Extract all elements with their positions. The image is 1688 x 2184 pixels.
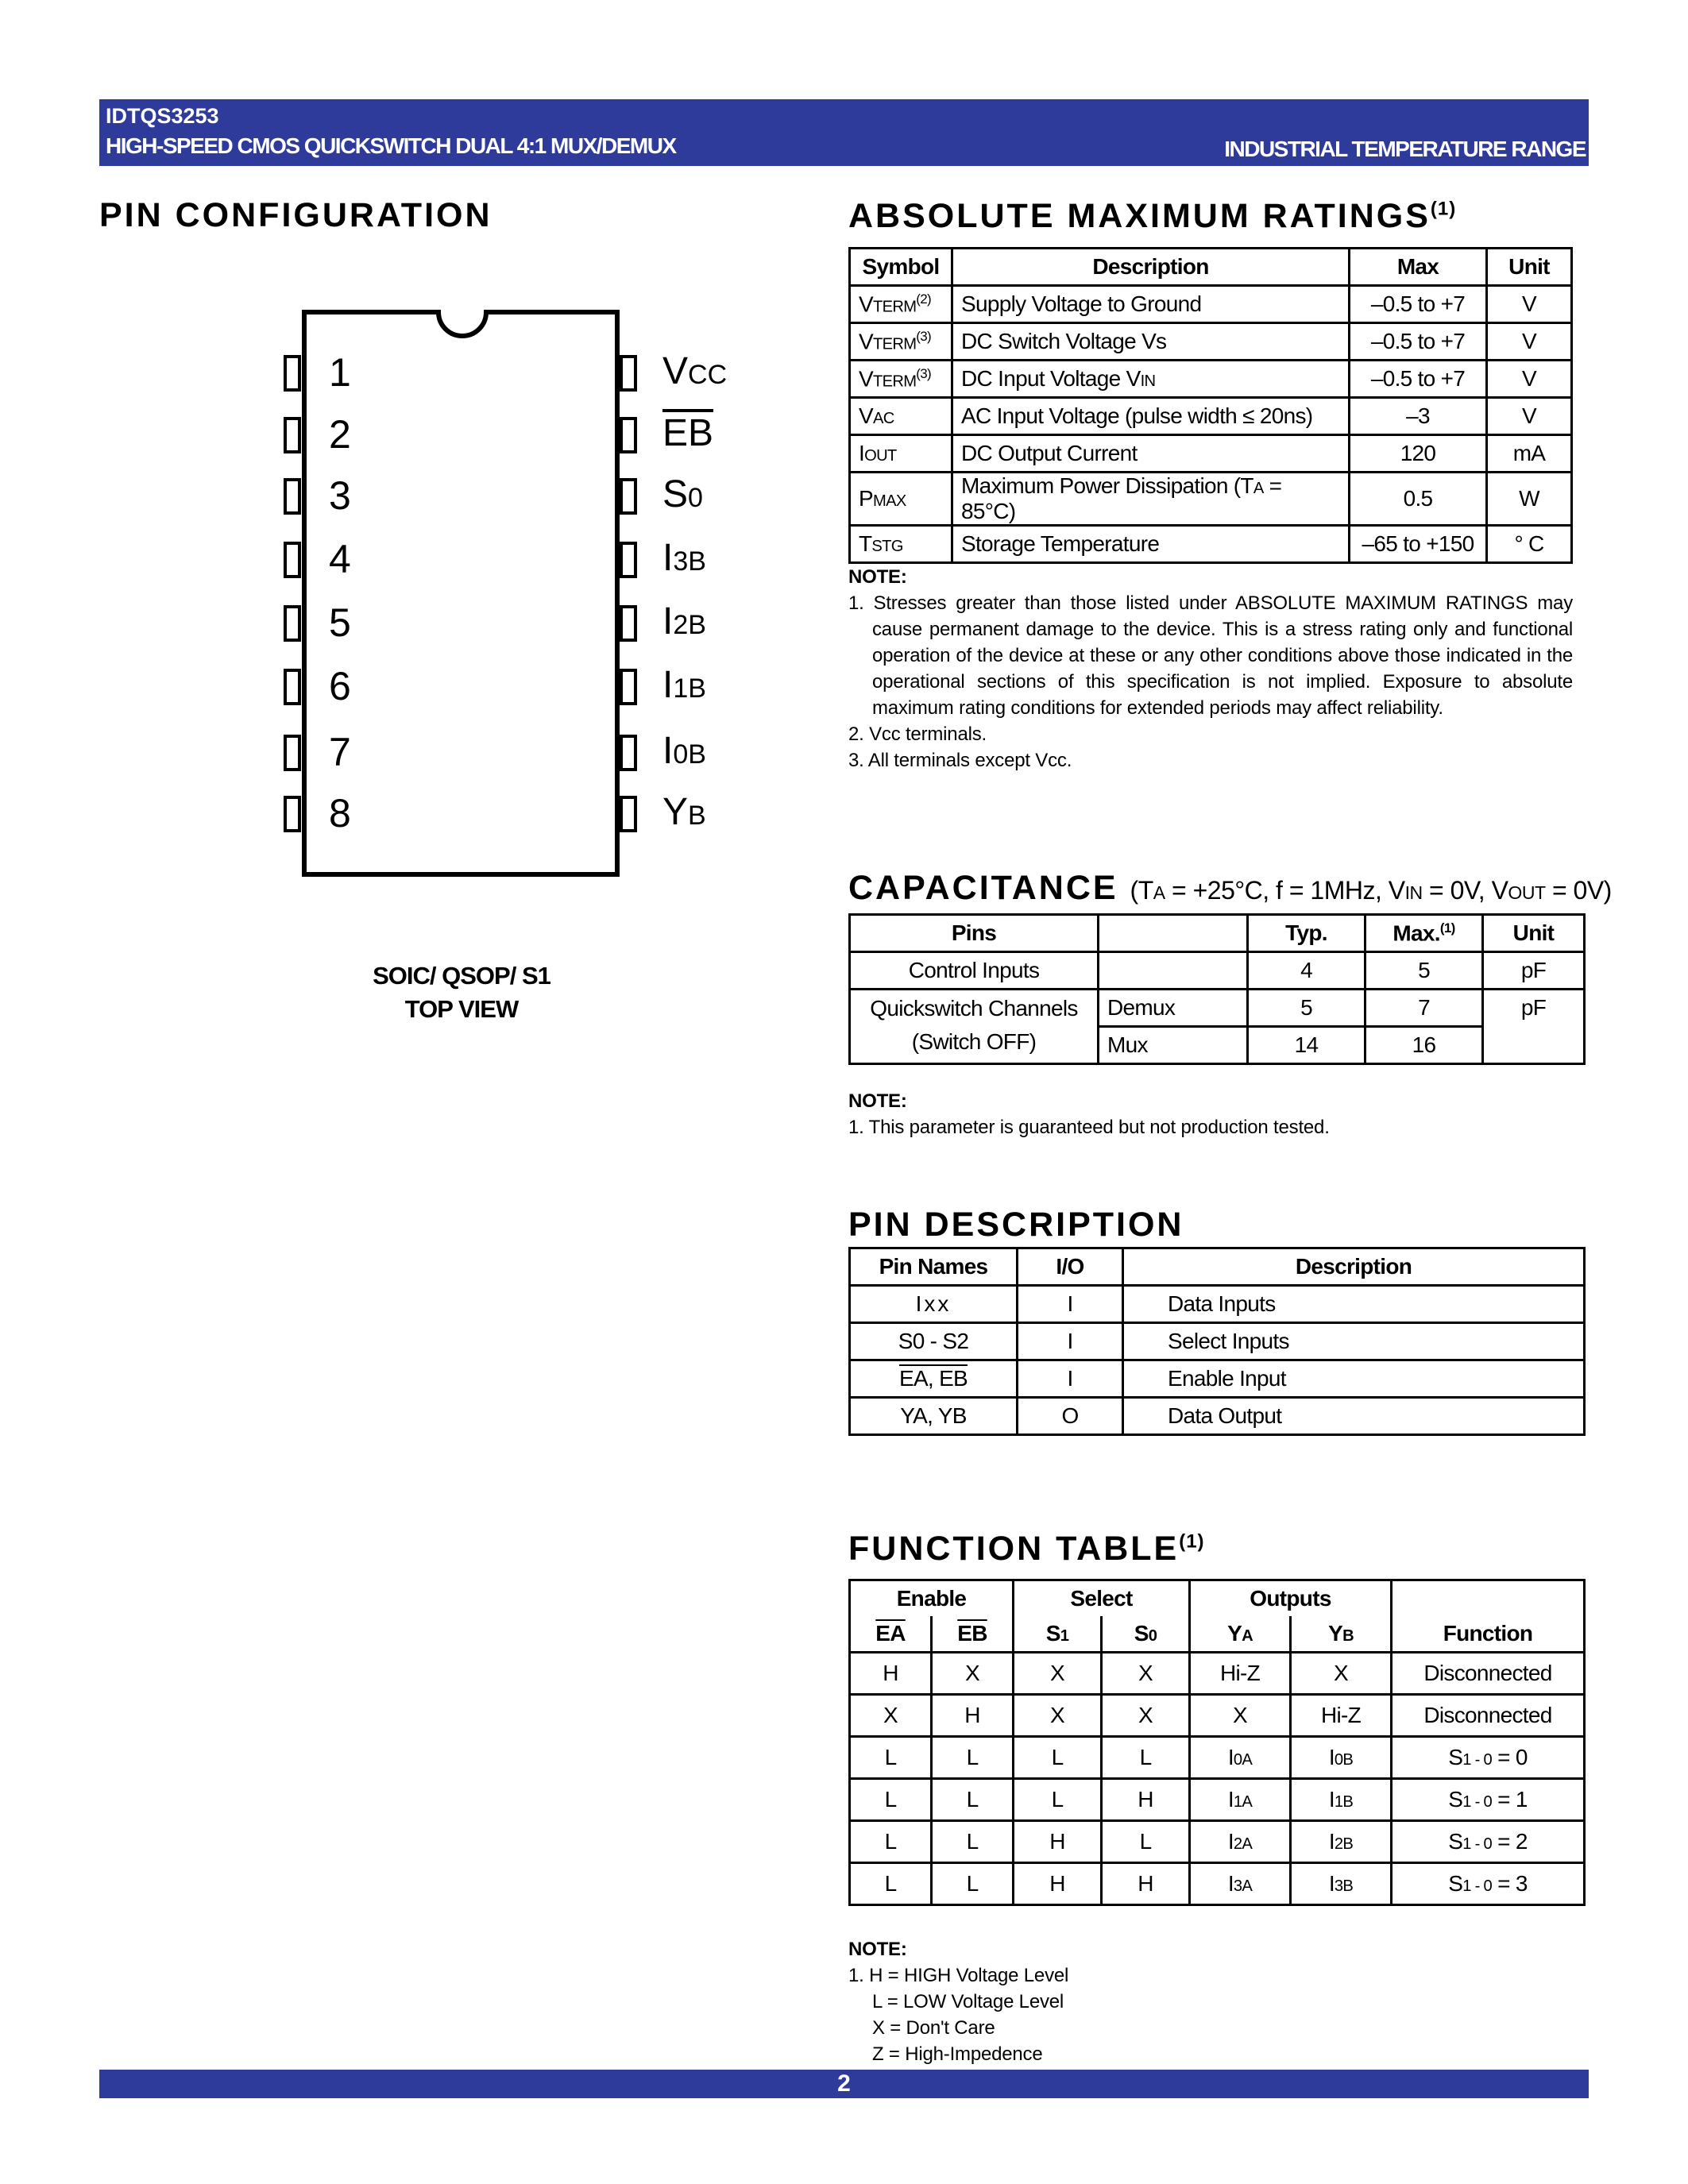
cell-pin-name: S0 - S2 [850, 1323, 1018, 1360]
pin-desc-row [850, 1398, 1585, 1435]
cell-symbol: IOUT [850, 435, 952, 473]
col-unit: Unit [1487, 249, 1572, 286]
col-s1: S1 [1014, 1616, 1102, 1653]
cell-unit: mA [1487, 435, 1572, 473]
function-note-1: 1. H = HIGH Voltage Level [848, 1965, 1069, 1986]
cell-s1: X [1014, 1653, 1102, 1695]
cell-unit: V [1487, 323, 1572, 361]
abs-max-row [850, 361, 1572, 398]
pin-desc-row [850, 1323, 1585, 1360]
pin-label: S0 [662, 473, 703, 515]
capacitance-title [848, 869, 1612, 908]
cell-unit: V [1487, 398, 1572, 435]
pin-label: $\overline{EB}$ [662, 412, 714, 454]
pin-stub [620, 605, 637, 642]
abs-max-row [850, 323, 1572, 361]
cell-description: Maximum Power Dissipation (TA = 85°C) [952, 473, 1350, 526]
cell-description: DC Output Current [952, 435, 1350, 473]
abs-max-row [850, 435, 1572, 473]
pin-stub [284, 542, 301, 578]
col-max: Max [1350, 249, 1487, 286]
pin-stub [620, 669, 637, 705]
capacitance-table [848, 913, 1586, 1065]
abs-max-notes [848, 564, 1573, 774]
function-table-notes [848, 1936, 1325, 2067]
switch-off-label: (Switch OFF) [911, 1029, 1037, 1054]
col-eb: $\overline{EB}$ [932, 1616, 1014, 1653]
pin-stub [620, 735, 637, 771]
col-yb: YB [1291, 1616, 1392, 1653]
cell-pins-quickswitch [850, 990, 1099, 1064]
col-symbol: Symbol [850, 249, 952, 286]
cell-description: DC Switch Voltage Vs [952, 323, 1350, 361]
pin-stub [620, 478, 637, 515]
pin-label: VCC [662, 350, 728, 392]
note-title: NOTE: [848, 566, 907, 588]
pin-stub [284, 478, 301, 515]
pin-stub [284, 796, 301, 832]
cell-s0: H [1102, 1863, 1190, 1905]
header-band [99, 99, 1589, 166]
cell-pin-name: YA, YB [850, 1398, 1018, 1435]
pin-stub [284, 355, 301, 392]
pin-number: 1 [329, 350, 351, 395]
cell-eb: H [932, 1695, 1014, 1737]
cell-max-demux: 7 [1365, 990, 1483, 1027]
cell-unit: ° C [1487, 526, 1572, 563]
note-title: NOTE: [848, 1939, 907, 1960]
cell-symbol: VTERM$^{(3)}$ [850, 323, 952, 361]
cell-max-mux: 16 [1365, 1027, 1483, 1064]
col-ya: YA [1190, 1616, 1291, 1653]
cell-s0: X [1102, 1653, 1190, 1695]
abs-max-row [850, 286, 1572, 323]
page-number: 2 [837, 2070, 851, 2097]
function-note-4: Z = High-Impedence [872, 2043, 1043, 2065]
function-row [850, 1653, 1585, 1695]
cell-description: DC Input Voltage VIN [952, 361, 1350, 398]
pin-stub [284, 735, 301, 771]
abs-max-title [848, 197, 1456, 236]
pin-number: 7 [329, 730, 351, 774]
cell-ea: L [850, 1779, 932, 1821]
pin-desc-row [850, 1360, 1585, 1398]
cell-desc: Select Inputs [1123, 1323, 1585, 1360]
pin-number: 2 [329, 412, 351, 457]
cell-io: I [1018, 1286, 1123, 1323]
cell-ya: X [1190, 1695, 1291, 1737]
cell-ya: I2A [1190, 1821, 1291, 1863]
cell-ya: I0A [1190, 1737, 1291, 1779]
cell-yb: Hi-Z [1291, 1695, 1392, 1737]
cell-yb: I2B [1291, 1821, 1392, 1863]
capacitance-row-control [850, 952, 1585, 990]
pin-stub [284, 417, 301, 453]
function-note-3: X = Don't Care [872, 2017, 995, 2039]
part-number: IDTQS3253 [106, 104, 219, 128]
cell-s1: X [1014, 1695, 1102, 1737]
pin-label: YB [662, 791, 706, 833]
cell-s0: H [1102, 1779, 1190, 1821]
col-ea: $\overline{EA}$ [850, 1616, 932, 1653]
cell-eb: X [932, 1653, 1014, 1695]
pin-stub [284, 669, 301, 705]
cell-unit-quickswitch: pF [1483, 990, 1585, 1064]
abs-max-title-ref: (1) [1430, 198, 1457, 220]
col-pins: Pins [850, 915, 1099, 952]
group-enable: Enable [850, 1580, 1014, 1617]
cell-max: –0.5 to +7 [1350, 323, 1487, 361]
abs-max-row [850, 526, 1572, 563]
col-max: Max.$^{(1)}$ [1365, 915, 1483, 952]
pin-desc-table [848, 1247, 1586, 1436]
function-table [848, 1579, 1586, 1906]
function-row [850, 1821, 1585, 1863]
cell-max: 0.5 [1350, 473, 1487, 526]
function-row [850, 1779, 1585, 1821]
cell-desc: Enable Input [1123, 1360, 1585, 1398]
package-caption [302, 959, 621, 1026]
capacitance-note-1: 1. This parameter is guaranteed but not production tested. [848, 1117, 1330, 1138]
abs-max-title-text: ABSOLUTE MAXIMUM RATINGS [848, 197, 1431, 235]
footer-band [99, 2070, 1589, 2098]
abs-max-table [848, 247, 1573, 564]
cell-s1: H [1014, 1863, 1102, 1905]
col-unit: Unit [1483, 915, 1585, 952]
cell-eb: L [932, 1863, 1014, 1905]
cell-max: –0.5 to +7 [1350, 361, 1487, 398]
abs-max-note-2: 2. Vcc terminals. [848, 723, 987, 745]
abs-max-note-1: 1. Stresses greater than those listed under ABSOLUTE MAXIMUM RATINGS may cause permanent damage to the device. This is a stress rating only and functional operation of the device at these or any other conditions above those indicated in the operational sections of this specification is not implied. Exposure to absolute maximum rating conditions for extended periods may affect reliability. [848, 592, 1573, 719]
function-table-title-ref: (1) [1179, 1530, 1205, 1553]
cell-ya: I3A [1190, 1863, 1291, 1905]
pin-number: 3 [329, 473, 351, 518]
cell-io: O [1018, 1398, 1123, 1435]
cell-s1: L [1014, 1779, 1102, 1821]
cell-eb: L [932, 1737, 1014, 1779]
cell-io: I [1018, 1323, 1123, 1360]
col-mode [1099, 915, 1248, 952]
cell-s0: L [1102, 1737, 1190, 1779]
cell-symbol: VTERM$^{(3)}$ [850, 361, 952, 398]
cell-desc: Data Output [1123, 1398, 1585, 1435]
cell-function: S1 - 0 = 1 [1392, 1779, 1585, 1821]
cell-typ-mux: 14 [1248, 1027, 1365, 1064]
view-label: TOP VIEW [404, 995, 519, 1023]
col-description: Description [1123, 1248, 1585, 1286]
cell-pins: Control Inputs [850, 952, 1099, 990]
cell-unit: V [1487, 286, 1572, 323]
pin-stub [620, 542, 637, 578]
col-typ: Typ. [1248, 915, 1365, 952]
function-table-title-text: FUNCTION TABLE [848, 1530, 1180, 1568]
cell-unit: W [1487, 473, 1572, 526]
cell-ea: X [850, 1695, 932, 1737]
pin-desc-row [850, 1286, 1585, 1323]
cell-ea: L [850, 1737, 932, 1779]
col-io: I/O [1018, 1248, 1123, 1286]
cell-mode-demux: Demux [1099, 990, 1248, 1027]
cell-unit: pF [1483, 952, 1585, 990]
cell-max: –0.5 to +7 [1350, 286, 1487, 323]
cell-ya: I1A [1190, 1779, 1291, 1821]
cell-symbol: VAC [850, 398, 952, 435]
cell-symbol: PMAX [850, 473, 952, 526]
cell-yb: I0B [1291, 1737, 1392, 1779]
cell-function: S1 - 0 = 0 [1392, 1737, 1585, 1779]
cell-function: S1 - 0 = 2 [1392, 1821, 1585, 1863]
function-table-title [848, 1530, 1205, 1569]
temperature-range: INDUSTRIAL TEMPERATURE RANGE [1224, 137, 1586, 161]
abs-max-note-3: 3. All terminals except Vcc. [848, 750, 1072, 771]
cell-pin-name: EA, EB [850, 1360, 1018, 1398]
cell-s0: L [1102, 1821, 1190, 1863]
cell-io: I [1018, 1360, 1123, 1398]
capacitance-row-demux [850, 990, 1585, 1027]
cell-s1: H [1014, 1821, 1102, 1863]
cell-s0: X [1102, 1695, 1190, 1737]
pin-number: 8 [329, 791, 351, 835]
pin-stub [620, 796, 637, 832]
pin-label: I1B [662, 664, 706, 706]
function-row [850, 1695, 1585, 1737]
abs-max-row [850, 473, 1572, 526]
capacitance-conditions: (TA = +25°C, f = 1MHz, VIN = 0V, VOUT = 0V) [1130, 876, 1612, 905]
group-select: Select [1014, 1580, 1190, 1617]
cell-symbol: VTERM$^{(2)}$ [850, 286, 952, 323]
capacitance-notes [848, 1088, 1573, 1140]
cell-max: 120 [1350, 435, 1487, 473]
cell-s1: L [1014, 1737, 1102, 1779]
col-description: Description [952, 249, 1350, 286]
pin-desc-header-row [850, 1248, 1585, 1286]
cell-yb: X [1291, 1653, 1392, 1695]
pin-number: 4 [329, 537, 351, 581]
cell-ea: L [850, 1863, 932, 1905]
function-row [850, 1737, 1585, 1779]
abs-max-row [850, 398, 1572, 435]
note-title: NOTE: [848, 1090, 907, 1112]
document-subtitle: HIGH-SPEED CMOS QUICKSWITCH DUAL 4:1 MUX/DEMUX [106, 133, 676, 158]
group-function: Function [1392, 1580, 1585, 1653]
col-pin-names: Pin Names [850, 1248, 1018, 1286]
cell-max: –3 [1350, 398, 1487, 435]
quickswitch-label: Quickswitch Channels [870, 996, 1078, 1021]
cell-max: –65 to +150 [1350, 526, 1487, 563]
cell-eb: L [932, 1779, 1014, 1821]
package-types: SOIC/ QSOP/ S1 [373, 962, 550, 990]
group-outputs: Outputs [1190, 1580, 1392, 1617]
capacitance-title-text: CAPACITANCE [848, 869, 1118, 907]
cell-description: Supply Voltage to Ground [952, 286, 1350, 323]
cell-function: Disconnected [1392, 1653, 1585, 1695]
col-s0: S0 [1102, 1616, 1190, 1653]
cell-ea: H [850, 1653, 932, 1695]
cell-max: 5 [1365, 952, 1483, 990]
cell-symbol: TSTG [850, 526, 952, 563]
pin-desc-title: PIN DESCRIPTION [848, 1206, 1184, 1244]
function-row [850, 1863, 1585, 1905]
cell-description: AC Input Voltage (pulse width ≤ 20ns) [952, 398, 1350, 435]
function-note-2: L = LOW Voltage Level [872, 1991, 1064, 2012]
pin-stub [620, 417, 637, 453]
pin-config-title: PIN CONFIGURATION [99, 196, 492, 234]
cell-description: Storage Temperature [952, 526, 1350, 563]
cell-ya: Hi-Z [1190, 1653, 1291, 1695]
pin-stub [284, 605, 301, 642]
function-group-row [850, 1580, 1585, 1617]
cell-mode-mux: Mux [1099, 1027, 1248, 1064]
cell-function: Disconnected [1392, 1695, 1585, 1737]
pin-number: 6 [329, 664, 351, 708]
pin-stub [620, 355, 637, 392]
cell-pin-name: Ixx [850, 1286, 1018, 1323]
pin-label: I0B [662, 730, 706, 772]
pin-number: 5 [329, 600, 351, 645]
cell-typ-demux: 5 [1248, 990, 1365, 1027]
capacitance-header-row [850, 915, 1585, 952]
cell-function: S1 - 0 = 3 [1392, 1863, 1585, 1905]
abs-max-header-row [850, 249, 1572, 286]
pin-label: I2B [662, 600, 706, 642]
cell-eb: L [932, 1821, 1014, 1863]
cell-yb: I1B [1291, 1779, 1392, 1821]
pin-label: I3B [662, 537, 706, 579]
cell-unit: V [1487, 361, 1572, 398]
cell-desc: Data Inputs [1123, 1286, 1585, 1323]
cell-ea: L [850, 1821, 932, 1863]
cell-typ: 4 [1248, 952, 1365, 990]
cell-yb: I3B [1291, 1863, 1392, 1905]
cell-mode [1099, 952, 1248, 990]
